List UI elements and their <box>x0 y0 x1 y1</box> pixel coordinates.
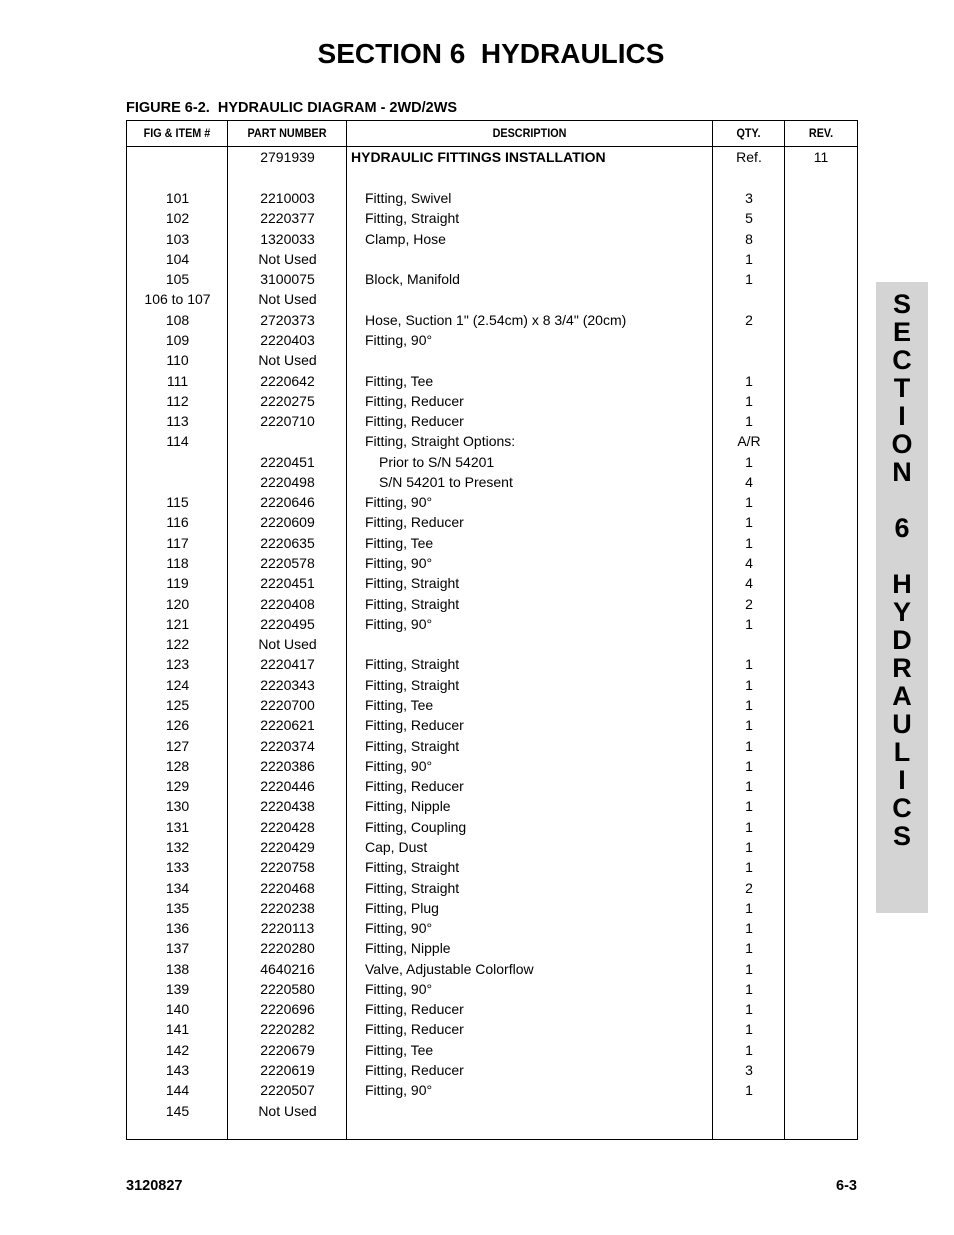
qty-cell: 1 <box>745 757 753 774</box>
part-number-cell: 2220282 <box>260 1021 315 1038</box>
qty-cell: A/R <box>737 433 761 450</box>
column-header-part-number: PART NUMBER <box>247 126 327 140</box>
qty-cell: 1 <box>745 1021 753 1038</box>
table-row <box>127 857 857 877</box>
table-row <box>127 533 857 553</box>
side-tab-letter: U <box>892 709 912 739</box>
fig-item-cell: 116 <box>166 514 189 531</box>
part-number-cell: 2220403 <box>260 331 315 348</box>
table-row <box>127 756 857 776</box>
part-number-cell: 2220679 <box>260 1041 315 1058</box>
fig-item-cell: 121 <box>165 615 190 632</box>
fig-item-cell: 143 <box>165 1062 190 1079</box>
qty-cell: 1 <box>745 960 753 977</box>
table-row <box>127 1080 857 1100</box>
description-cell: Fitting, Reducer <box>365 717 464 734</box>
fig-item-cell: 136 <box>165 920 190 937</box>
fig-item-cell: 101 <box>165 190 190 206</box>
fig-item-cell: 120 <box>165 595 190 612</box>
table-row <box>127 878 857 898</box>
table-row <box>127 330 857 350</box>
column-header-rev: REV. <box>808 126 834 140</box>
fig-item-cell: 104 <box>165 250 190 267</box>
part-number-cell: 2220446 <box>260 778 315 795</box>
side-tab-letter: T <box>893 373 911 403</box>
description-cell: Clamp, Hose <box>365 230 446 247</box>
part-number-cell: 2220578 <box>260 555 315 572</box>
fig-item-cell: 139 <box>165 980 190 997</box>
part-number-cell: Not Used <box>258 636 317 653</box>
table-row <box>127 269 857 289</box>
side-tab-letter: S <box>892 821 911 851</box>
description-cell: Cap, Dust <box>365 838 428 855</box>
description-cell: Fitting, Straight <box>365 656 460 673</box>
description-cell: Fitting, Reducer <box>365 1062 464 1079</box>
part-number-cell: 2220635 <box>260 534 315 551</box>
part-number-cell: 2220696 <box>260 1001 315 1018</box>
part-number-cell: 2220646 <box>260 494 315 511</box>
column-header-description: DESCRIPTION <box>492 126 567 140</box>
table-row <box>127 472 857 492</box>
fig-item-cell: 115 <box>166 494 189 511</box>
part-number-cell: 2220580 <box>260 980 315 997</box>
fig-item-cell: 140 <box>165 1001 190 1018</box>
description-cell: Fitting, Straight <box>365 210 460 227</box>
part-number-cell: 2220758 <box>260 859 315 876</box>
qty-cell: 2 <box>745 595 753 612</box>
fig-item-cell: 134 <box>165 879 190 896</box>
part-number-cell: 2220498 <box>260 473 315 490</box>
description-cell: Fitting, 90° <box>365 331 433 348</box>
qty-cell: 1 <box>745 453 753 470</box>
qty-cell: 1 <box>745 920 753 937</box>
qty-cell: 1 <box>745 413 753 430</box>
side-tab-letter: A <box>892 681 912 711</box>
fig-item-cell: 110 <box>166 352 189 369</box>
description-cell: Fitting, 90° <box>365 980 433 997</box>
fig-item-cell: 111 <box>166 372 189 389</box>
table-row <box>127 817 857 837</box>
fig-item-cell: 133 <box>165 859 190 876</box>
side-tab-letter: 6 <box>894 513 910 543</box>
part-number-cell: 3100075 <box>260 271 315 288</box>
fig-item-cell: 114 <box>166 433 189 450</box>
qty-cell: 1 <box>745 899 753 916</box>
fig-item-cell: 123 <box>165 656 190 673</box>
description-cell: S/N 54201 to Present <box>379 473 513 490</box>
part-number-cell: 2220428 <box>260 818 315 835</box>
fig-item-cell: 127 <box>165 737 190 754</box>
description-cell: Fitting, Straight <box>365 737 460 754</box>
qty-cell: 1 <box>745 534 753 551</box>
qty-cell: 1 <box>745 676 753 693</box>
part-number-cell: Not Used <box>258 1102 317 1119</box>
part-number-cell: 2220507 <box>260 1082 315 1099</box>
table-row <box>127 573 857 593</box>
fig-item-cell: 129 <box>165 778 190 795</box>
description-cell: Fitting, Reducer <box>365 413 464 430</box>
part-number-cell: 2220609 <box>260 514 315 531</box>
part-number-cell: 2220495 <box>260 615 315 632</box>
table-row <box>127 188 857 208</box>
description-cell: Fitting, 90° <box>365 615 433 632</box>
section-title: SECTION 6 HYDRAULICS <box>317 38 665 69</box>
description-cell: Fitting, Straight <box>365 595 460 612</box>
side-tab-letter: C <box>892 345 912 375</box>
table-row <box>127 1040 857 1060</box>
fig-item-cell: 126 <box>165 717 190 734</box>
fig-item-cell: 125 <box>165 697 190 713</box>
qty-cell: 4 <box>745 473 753 490</box>
fig-item-cell: 145 <box>165 1102 190 1119</box>
table-row <box>127 431 857 451</box>
qty-cell: 1 <box>745 372 753 389</box>
fig-item-cell: 132 <box>165 838 190 855</box>
parts-table <box>126 120 858 1140</box>
table-row <box>127 654 857 674</box>
document-number: 3120827 <box>126 1178 183 1194</box>
qty-cell: 1 <box>745 717 753 734</box>
description-cell: Fitting, Straight <box>365 575 460 592</box>
part-number-cell: 2220429 <box>260 838 315 855</box>
description-cell: Fitting, 90° <box>365 1082 433 1099</box>
fig-item-cell: 131 <box>165 818 190 835</box>
description-cell: Fitting, Nipple <box>365 940 451 957</box>
description-cell: Fitting, Straight <box>365 676 460 693</box>
part-number-cell: Not Used <box>258 352 317 369</box>
table-row <box>127 675 857 695</box>
qty-cell: 1 <box>745 1001 753 1018</box>
table-row <box>127 695 857 715</box>
table-row <box>127 979 857 999</box>
fig-item-cell: 113 <box>166 413 189 430</box>
part-number-cell: 2220280 <box>260 940 315 957</box>
fig-item-cell: 135 <box>165 899 190 916</box>
fig-item-cell: 128 <box>165 757 190 774</box>
qty-cell: 1 <box>745 494 753 511</box>
qty-cell: 1 <box>745 798 753 815</box>
side-tab-letter: Y <box>892 597 911 627</box>
side-tab-letter: R <box>892 653 912 683</box>
part-number-cell: 2220451 <box>260 453 315 470</box>
side-tab-letter: L <box>893 737 911 767</box>
table-row <box>127 594 857 614</box>
description-cell: Fitting, Coupling <box>365 818 467 835</box>
table-row <box>127 918 857 938</box>
page-number: 6-3 <box>836 1178 857 1194</box>
qty-cell: 1 <box>745 940 753 957</box>
description-cell: Fitting, Straight <box>365 879 460 896</box>
side-tab-letter: O <box>891 429 913 459</box>
qty-cell: 4 <box>745 555 753 572</box>
part-number-cell: 2220113 <box>260 920 315 937</box>
table-row <box>127 350 857 370</box>
description-cell: Fitting, 90° <box>365 555 433 572</box>
fig-item-cell: 122 <box>165 636 190 653</box>
part-number-cell: 2220238 <box>260 899 315 916</box>
table-row <box>127 898 857 918</box>
table-row <box>127 999 857 1019</box>
part-number-cell: 2220275 <box>260 392 315 409</box>
figure-title: FIGURE 6-2. HYDRAULIC DIAGRAM - 2WD/2WS <box>126 100 458 116</box>
table-row <box>127 310 857 330</box>
part-number-cell: 2220343 <box>260 676 315 693</box>
qty-cell: 2 <box>745 311 753 328</box>
part-number-cell: 2220642 <box>260 372 315 389</box>
fig-item-cell: 106 to 107 <box>144 291 211 308</box>
table-row <box>127 1019 857 1039</box>
table-row <box>127 736 857 756</box>
qty-cell: 2 <box>745 879 753 896</box>
side-tab-letter: N <box>892 457 912 487</box>
part-number-cell: Not Used <box>258 291 317 308</box>
part-number-cell: 2220710 <box>260 413 315 430</box>
fig-item-cell: 105 <box>165 271 190 288</box>
qty-cell: 8 <box>745 230 753 247</box>
fig-item-cell: 119 <box>166 575 189 592</box>
table-row <box>127 837 857 857</box>
fig-item-cell: 112 <box>166 392 189 409</box>
part-number-cell: 2220386 <box>260 757 315 774</box>
table-row <box>127 796 857 816</box>
column-header-qty: QTY. <box>736 126 761 140</box>
table-row <box>127 553 857 573</box>
table-row <box>127 1060 857 1080</box>
description-cell: Hose, Suction 1" (2.54cm) x 8 3/4" (20cm) <box>365 311 627 328</box>
rev-cell: 11 <box>813 149 829 165</box>
description-cell: Fitting, Reducer <box>365 514 464 531</box>
description-cell: Block, Manifold <box>365 271 460 288</box>
description-cell: Fitting, 90° <box>365 757 433 774</box>
qty-cell: 1 <box>745 615 753 632</box>
description-cell: Fitting, Reducer <box>365 778 464 795</box>
description-cell: Fitting, Reducer <box>365 392 464 409</box>
qty-cell: 1 <box>745 1082 753 1099</box>
description-cell: Fitting, Straight Options: <box>365 433 516 450</box>
table-row <box>127 776 857 796</box>
table-row <box>127 208 857 228</box>
table-row <box>127 452 857 472</box>
part-number-cell: 2220374 <box>260 737 315 754</box>
side-tab-letter: E <box>892 317 911 347</box>
description-cell: Fitting, Plug <box>365 899 439 916</box>
side-tab-letter: I <box>898 765 906 795</box>
description-cell: Fitting, Tee <box>365 697 434 713</box>
table-row <box>127 249 857 269</box>
qty-cell: 1 <box>745 656 753 673</box>
part-number-cell: 2791939 <box>260 149 315 165</box>
description-cell: Fitting, Straight <box>365 859 460 876</box>
column-header-fig: FIG & ITEM # <box>143 126 211 140</box>
description-cell: HYDRAULIC FITTINGS INSTALLATION <box>351 149 606 165</box>
fig-item-cell: 102 <box>165 210 190 227</box>
qty-cell: 4 <box>745 575 753 592</box>
fig-item-cell: 124 <box>165 676 190 693</box>
part-number-cell: 2220451 <box>260 575 315 592</box>
table-row <box>127 371 857 391</box>
table-row <box>127 411 857 431</box>
fig-item-cell: 108 <box>165 311 190 328</box>
qty-cell: 1 <box>745 980 753 997</box>
description-cell: Fitting, 90° <box>365 920 433 937</box>
fig-item-cell: 141 <box>165 1021 190 1038</box>
table-row <box>127 391 857 411</box>
side-tab-letter: S <box>892 289 911 319</box>
fig-item-cell: 138 <box>165 960 190 977</box>
qty-cell: 1 <box>745 737 753 754</box>
fig-item-cell: 109 <box>165 331 190 348</box>
qty-cell: 1 <box>745 778 753 795</box>
table-row <box>127 147 857 167</box>
qty-cell: 1 <box>745 838 753 855</box>
part-number-cell: 2220700 <box>260 697 315 713</box>
fig-item-cell: 137 <box>165 940 190 957</box>
qty-cell: Ref. <box>736 149 762 165</box>
table-row <box>127 634 857 654</box>
part-number-cell: 2220377 <box>260 210 315 227</box>
qty-cell: 1 <box>745 859 753 876</box>
qty-cell: 1 <box>745 818 753 835</box>
part-number-cell: 2220408 <box>260 595 315 612</box>
table-row <box>127 715 857 735</box>
part-number-cell: Not Used <box>258 250 317 267</box>
qty-cell: 1 <box>745 271 753 288</box>
fig-item-cell: 144 <box>165 1082 190 1099</box>
fig-item-cell: 118 <box>166 555 189 572</box>
description-cell: Fitting, 90° <box>365 494 433 511</box>
qty-cell: 1 <box>745 514 753 531</box>
description-cell: Fitting, Reducer <box>365 1001 464 1018</box>
part-number-cell: 2720373 <box>260 311 315 328</box>
table-row <box>127 614 857 634</box>
part-number-cell: 2220468 <box>260 879 315 896</box>
qty-cell: 3 <box>745 1062 753 1079</box>
part-number-cell: 4640216 <box>260 960 315 977</box>
fig-item-cell: 103 <box>165 230 190 247</box>
qty-cell: 5 <box>745 210 753 227</box>
table-row <box>127 229 857 249</box>
table-row <box>127 938 857 958</box>
section-side-tab <box>876 282 928 913</box>
table-row <box>127 512 857 532</box>
fig-item-cell: 142 <box>165 1041 190 1058</box>
qty-cell: 1 <box>745 250 753 267</box>
side-tab-letter: C <box>892 793 912 823</box>
part-number-cell: 1320033 <box>260 230 315 247</box>
qty-cell: 1 <box>745 392 753 409</box>
description-cell: Fitting, Swivel <box>365 190 452 206</box>
description-cell: Fitting, Tee <box>365 534 434 551</box>
qty-cell: 1 <box>745 697 753 713</box>
table-row <box>127 492 857 512</box>
table-row <box>127 289 857 309</box>
table-row <box>127 1101 857 1121</box>
part-number-cell: 2220621 <box>260 717 315 734</box>
description-cell: Valve, Adjustable Colorflow <box>365 960 534 977</box>
description-cell: Fitting, Nipple <box>365 798 451 815</box>
side-tab-letter: I <box>898 401 906 431</box>
description-cell: Fitting, Reducer <box>365 1021 464 1038</box>
part-number-cell: 2210003 <box>260 190 315 206</box>
side-tab-letter: D <box>892 625 912 655</box>
description-cell: Fitting, Tee <box>365 1041 434 1058</box>
part-number-cell: 2220417 <box>260 656 315 673</box>
fig-item-cell: 130 <box>165 798 190 815</box>
part-number-cell: 2220438 <box>260 798 315 815</box>
qty-cell: 3 <box>745 190 753 206</box>
part-number-cell: 2220619 <box>260 1062 315 1079</box>
qty-cell: 1 <box>745 1041 753 1058</box>
fig-item-cell: 117 <box>166 534 189 551</box>
table-row <box>127 959 857 979</box>
side-tab-letter: H <box>892 569 912 599</box>
description-cell: Fitting, Tee <box>365 372 434 389</box>
description-cell: Prior to S/N 54201 <box>379 453 495 470</box>
